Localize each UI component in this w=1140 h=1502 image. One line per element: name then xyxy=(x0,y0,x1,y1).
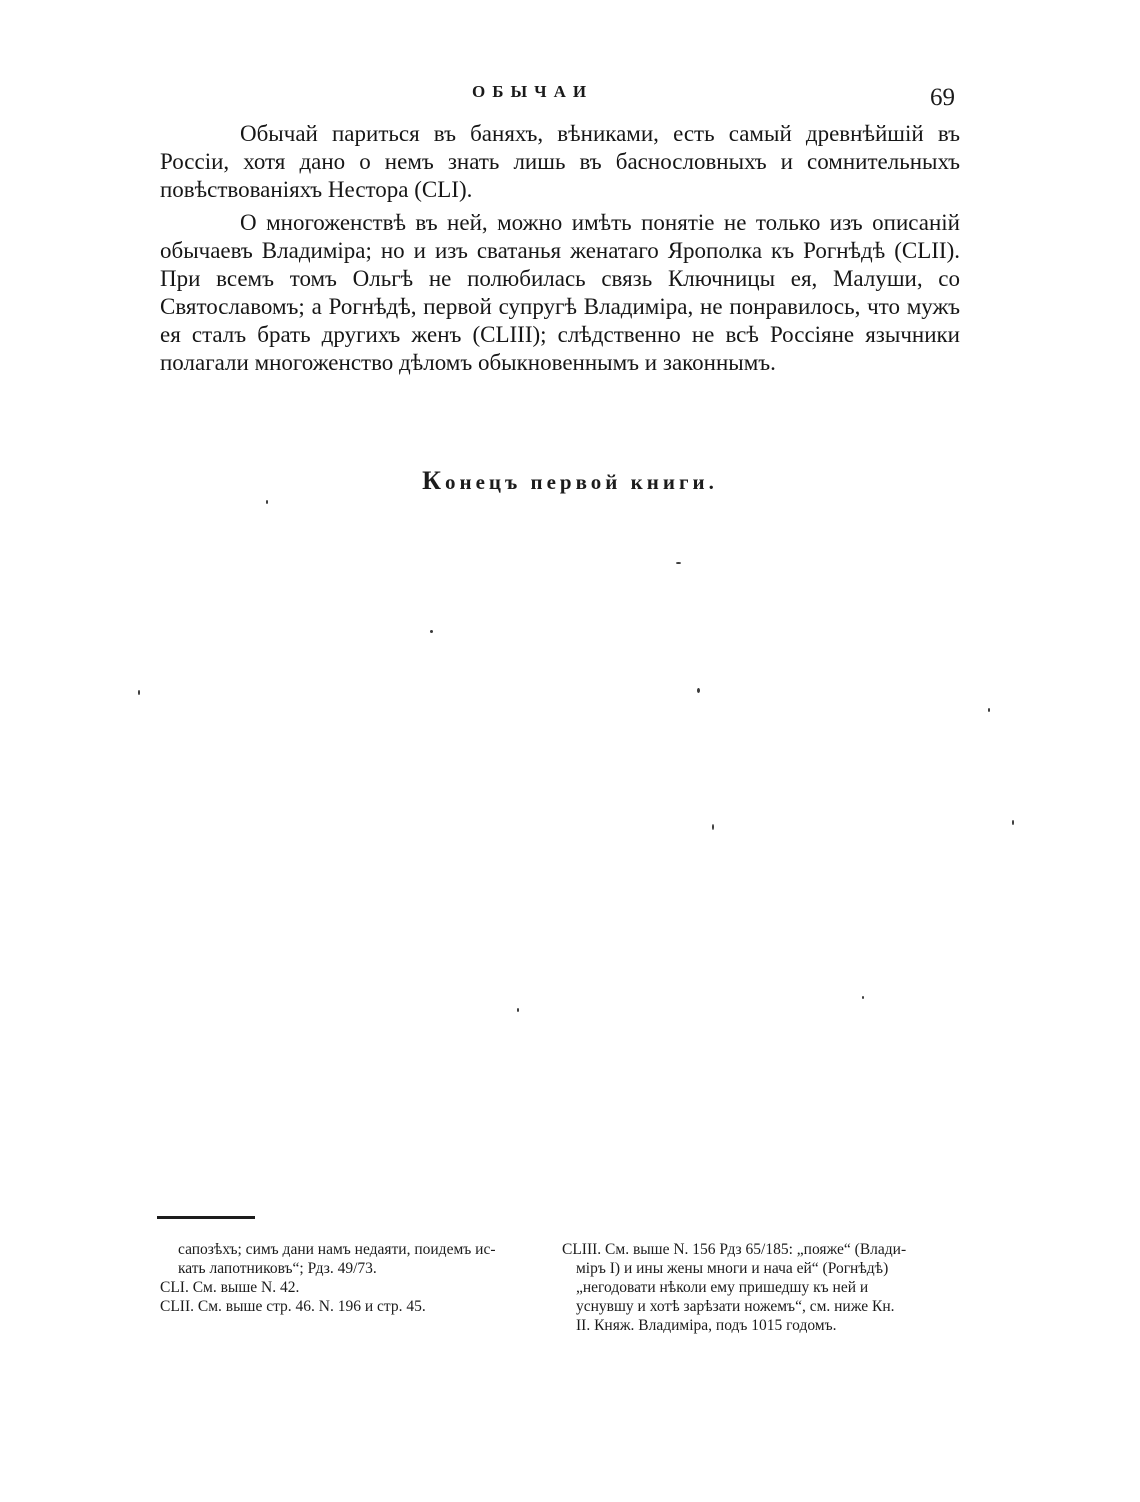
page-number: 69 xyxy=(930,84,955,111)
end-title-initial: К xyxy=(422,466,445,495)
footnote-line: міръ I) и ины жены многи и нача ей“ (Рогнѣдѣ) xyxy=(576,1260,889,1277)
footnotes-right-column xyxy=(562,1240,960,1335)
footnote-line: CLII. См. выше стр. 46. N. 196 и стр. 45. xyxy=(160,1298,426,1315)
running-title: ОБЫЧАИ xyxy=(472,82,594,101)
paragraph: Обычай париться въ баняхъ, вѣниками, есть самый древнѣйшій въ Россіи, хотя дано о немъ знать лишь въ баснословныхъ и сомнительныхъ повѣствованіяхъ Нестора (CLI). xyxy=(160,121,960,202)
footnote-line: CLI. См. выше N. 42. xyxy=(160,1279,300,1296)
paper-speck xyxy=(1012,820,1014,825)
paper-speck xyxy=(138,690,140,695)
paper-speck xyxy=(676,562,681,564)
footnotes xyxy=(160,1240,960,1335)
paragraph: О многоженствѣ въ ней, можно имѣть понятіе не только изъ описаній обычаевъ Владиміра; но и изъ сватанья женатаго Ярополка къ Рогнѣдѣ (CLII). При всемъ томъ Ольгѣ не полюбилась связь Ключницы ея, Малуши, со Святославомъ; а Рогнѣдѣ, первой супругѣ Владиміра, не понравилось, что мужъ ея сталъ брать другихъ женъ (CLIII); слѣдственно не всѣ Россіяне язычники полагали многоженство дѣломъ обыкновеннымъ и законнымъ. xyxy=(160,210,960,375)
footnotes-left-column xyxy=(160,1240,555,1335)
footnote-rule xyxy=(157,1216,255,1219)
end-of-book-title xyxy=(0,466,1140,496)
paper-speck xyxy=(862,996,864,999)
footnote-line: сапозѣхъ; симъ дани намъ недаяти, поидемъ ис- xyxy=(178,1241,496,1258)
paper-speck xyxy=(517,1008,519,1012)
main-text xyxy=(160,120,960,382)
paper-speck xyxy=(988,708,990,712)
footnote-line: уснувшу и хотѣ зарѣзати ножемъ“, см. ниже Кн. xyxy=(576,1298,895,1315)
footnote-line: II. Княж. Владиміра, подъ 1015 годомъ. xyxy=(576,1317,837,1334)
paper-speck xyxy=(266,500,268,504)
paper-speck xyxy=(430,630,433,633)
paper-speck xyxy=(697,688,700,693)
footnote-line: „негодовати нѣколи ему пришедшу къ ней и xyxy=(576,1279,869,1296)
footnote-line: кать лапотниковъ“; Рдз. 49/73. xyxy=(178,1260,377,1277)
end-title-rest: онецъ первой книги. xyxy=(445,470,718,494)
footnote-line: CLIII. См. выше N. 156 Рдз 65/185: „пояже“ (Влади- xyxy=(562,1241,907,1258)
paper-speck xyxy=(712,824,714,830)
